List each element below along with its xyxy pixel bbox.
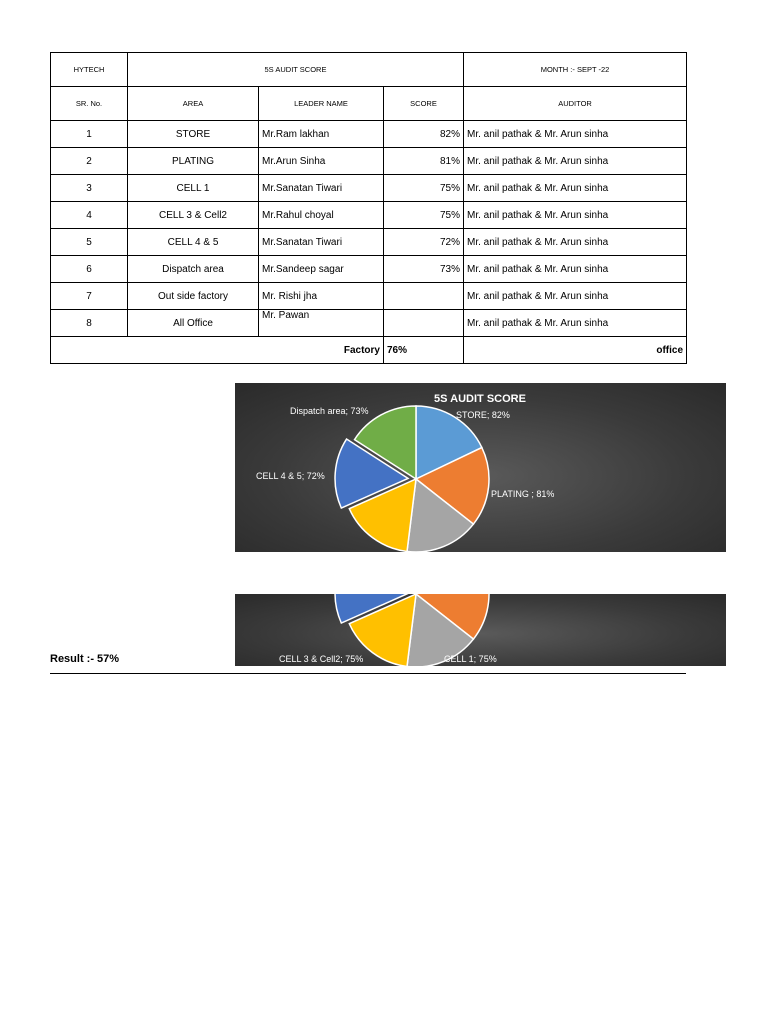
cell-sr: 4 [51, 202, 128, 229]
pie-chart-main [235, 383, 726, 552]
cell-area: PLATING [128, 148, 259, 175]
cell-sr: 1 [51, 121, 128, 148]
cell-leader: Mr.Sanatan Tiwari [259, 229, 384, 256]
cell-score: 75% [384, 202, 464, 229]
label-cell-1: CELL 1; 75% [444, 654, 497, 664]
pie-chart-copy-svg [235, 594, 726, 666]
cell-area: CELL 1 [128, 175, 259, 202]
cell-sr: 8 [51, 310, 128, 337]
cell-leader: Mr.Rahul choyal [259, 202, 384, 229]
cell-area: Out side factory [128, 283, 259, 310]
label-cell-4-5: CELL 4 & 5; 72% [256, 471, 325, 481]
cell-score [384, 283, 464, 310]
cell-leader: Mr.Ram lakhan [259, 121, 384, 148]
table-row [51, 175, 687, 202]
cell-score: 75% [384, 175, 464, 202]
table-row [51, 202, 687, 229]
cell-sr: 3 [51, 175, 128, 202]
table-title: 5S AUDIT SCORE [128, 53, 464, 87]
divider [50, 673, 686, 674]
cell-leader: Mr. Rishi jha [259, 283, 384, 310]
cell-auditor: Mr. anil pathak & Mr. Arun sinha [464, 310, 687, 337]
cell-score: 72% [384, 229, 464, 256]
table-header-row [51, 53, 687, 87]
table-row [51, 310, 687, 337]
month-cell: MONTH :- SEPT -22 [464, 53, 687, 87]
result-text: Result :- 57% [50, 653, 120, 665]
audit-table [50, 52, 687, 364]
cell-area: CELL 4 & 5 [128, 229, 259, 256]
cell-leader: Mr. Pawan [259, 310, 384, 337]
cell-auditor: Mr. anil pathak & Mr. Arun sinha [464, 229, 687, 256]
label-plating: PLATING ; 81% [491, 489, 555, 499]
table-body [51, 121, 687, 337]
company-cell: HYTECH [51, 53, 128, 87]
col-area: AREA [128, 87, 259, 121]
cell-auditor: Mr. anil pathak & Mr. Arun sinha [464, 256, 687, 283]
office-label: office [464, 337, 687, 364]
cell-area: STORE [128, 121, 259, 148]
col-score: SCORE [384, 87, 464, 121]
col-leader: LEADER NAME [259, 87, 384, 121]
table-row [51, 148, 687, 175]
cell-sr: 5 [51, 229, 128, 256]
col-auditor: AUDITOR [464, 87, 687, 121]
label-dispatch: Dispatch area; 73% [290, 406, 369, 416]
label-store: STORE; 82% [456, 410, 510, 420]
factory-label: Factory [51, 337, 384, 364]
col-sr: SR. No. [51, 87, 128, 121]
cell-auditor: Mr. anil pathak & Mr. Arun sinha [464, 148, 687, 175]
table-row [51, 229, 687, 256]
cell-auditor: Mr. anil pathak & Mr. Arun sinha [464, 175, 687, 202]
cell-score: 81% [384, 148, 464, 175]
label-cell-3-cell2: CELL 3 & Cell2; 75% [279, 654, 364, 664]
cell-leader: Mr.Sandeep sagar [259, 256, 384, 283]
cell-auditor: Mr. anil pathak & Mr. Arun sinha [464, 121, 687, 148]
column-header-row [51, 87, 687, 121]
cell-sr: 7 [51, 283, 128, 310]
cell-score [384, 310, 464, 337]
factory-value: 76% [384, 337, 464, 364]
cell-auditor: Mr. anil pathak & Mr. Arun sinha [464, 283, 687, 310]
table-row [51, 256, 687, 283]
pie-chart-copy [235, 594, 726, 666]
cell-auditor: Mr. anil pathak & Mr. Arun sinha [464, 202, 687, 229]
totals-row [51, 337, 687, 364]
table-row [51, 283, 687, 310]
pie-chart-svg [235, 383, 726, 552]
cell-area: All Office [128, 310, 259, 337]
table-row [51, 121, 687, 148]
cell-sr: 6 [51, 256, 128, 283]
cell-leader: Mr.Sanatan Tiwari [259, 175, 384, 202]
cell-leader: Mr.Arun Sinha [259, 148, 384, 175]
cell-sr: 2 [51, 148, 128, 175]
chart-title: 5S AUDIT SCORE [434, 393, 526, 405]
cell-score: 73% [384, 256, 464, 283]
cell-area: Dispatch area [128, 256, 259, 283]
cell-score: 82% [384, 121, 464, 148]
cell-area: CELL 3 & Cell2 [128, 202, 259, 229]
